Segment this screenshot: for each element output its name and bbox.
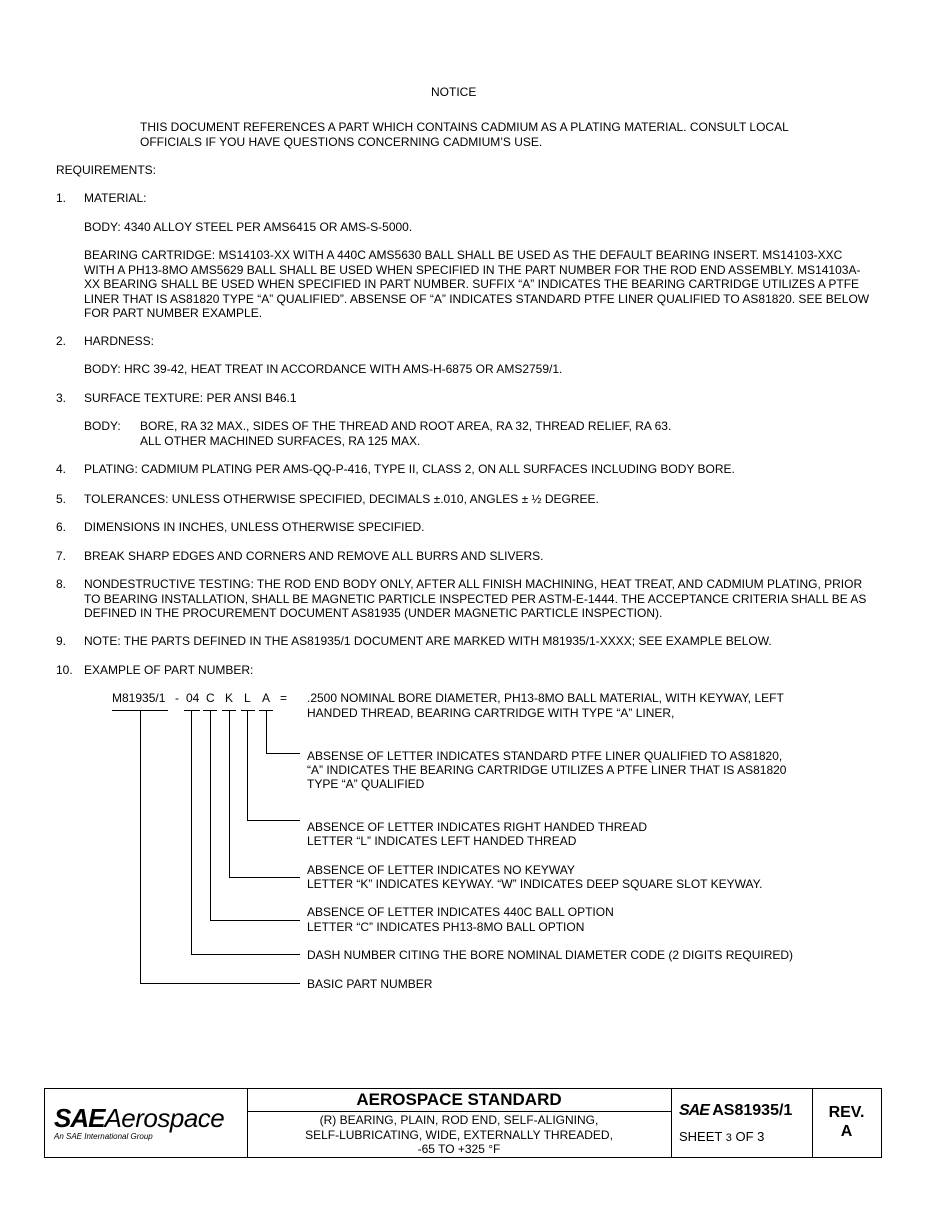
req-6-text: DIMENSIONS IN INCHES, UNLESS OTHERWISE SPECIFIED. <box>84 520 425 534</box>
logo-sae-text: SAE <box>54 1103 105 1133</box>
pn-letter-l: L <box>244 691 251 705</box>
req-6-number: 6. <box>56 520 67 534</box>
pn-l-underline <box>241 710 255 711</box>
pn-letter-c: C <box>206 691 215 705</box>
description-line-1: (R) BEARING, PLAIN, ROD END, SELF-ALIGNING, <box>319 1113 599 1127</box>
req-10-text: EXAMPLE OF PART NUMBER: <box>84 663 254 677</box>
sheet-total: OF 3 <box>735 1129 765 1144</box>
callout-base: BASIC PART NUMBER <box>307 977 433 991</box>
description-cell <box>247 1089 672 1157</box>
req-10-number: 10. <box>56 663 73 677</box>
pn-result-line-2: HANDED THREAD, BEARING CARTRIDGE WITH TYPE “A” LINER, <box>307 706 675 720</box>
title-block <box>44 1088 882 1158</box>
callout-a-line-1: ABSENSE OF LETTER INDICATES STANDARD PTFE LINER QUALIFIED TO AS81820, <box>307 749 783 763</box>
leader-a-horizontal <box>266 753 300 754</box>
req-4-number: 4. <box>56 462 67 476</box>
pn-size: 04 <box>186 691 200 705</box>
sheet-prefix: SHEET <box>679 1129 723 1144</box>
callout-l-line-1: ABSENCE OF LETTER INDICATES RIGHT HANDED THREAD <box>307 820 648 834</box>
revision-value: A <box>840 1123 853 1140</box>
req-2-title: HARDNESS: <box>84 334 155 348</box>
callout-k-line-1: ABSENCE OF LETTER INDICATES NO KEYWAY <box>307 863 575 877</box>
req-8-text: NONDESTRUCTIVE TESTING: THE ROD END BODY ONLY, AFTER ALL FINISH MACHINING, HEAT TREAT, AND CADMIUM PLATING, PRIOR TO BEARING INSTALLATION, SHALL BE MAGNETIC PARTICLE INSPECTED PER ASTM-E-1444. THE ACCEPTANCE CRITERIA SHALL BE AS DEFINED IN THE PROCUREMENT DOCUMENT AS81935 (UNDER MAGNETIC PARTICLE INSPECTION). <box>84 577 867 620</box>
req-5-text: TOLERANCES: UNLESS OTHERWISE SPECIFIED, DECIMALS ±.010, ANGLES ± ½ DEGREE. <box>84 492 599 506</box>
callout-a-line-2: “A” INDICATES THE BEARING CARTRIDGE UTILIZES A PTFE LINER THAT IS AS81820 <box>307 763 787 777</box>
req-3-line-1: BORE, RA 32 MAX., SIDES OF THE THREAD AND ROOT AREA, RA 32, THREAD RELIEF, RA 63. <box>140 419 672 433</box>
req-3-number: 3. <box>56 391 67 405</box>
notice-title: NOTICE <box>431 85 477 99</box>
notice-text: THIS DOCUMENT REFERENCES A PART WHICH CONTAINS CADMIUM AS A PLATING MATERIAL. CONSULT LOCAL OFFICIALS IF YOU HAVE QUESTIONS CONCERNING CADMIUM’S USE. <box>140 120 789 149</box>
pn-base: M81935/1 <box>112 691 166 705</box>
req-3-title: SURFACE TEXTURE: PER ANSI B46.1 <box>84 391 297 405</box>
req-9-number: 9. <box>56 634 67 648</box>
callout-k-line-2: LETTER “K” INDICATES KEYWAY. “W” INDICATES DEEP SQUARE SLOT KEYWAY. <box>307 877 763 891</box>
sheet-number: 3 <box>725 1132 732 1144</box>
callout-a-line-3: TYPE “A” QUALIFIED <box>307 777 425 791</box>
leader-k-vertical <box>229 710 230 877</box>
document-number-cell <box>671 1089 813 1157</box>
req-1-body: BODY: 4340 ALLOY STEEL PER AMS6415 OR AMS-S-5000. <box>84 220 413 234</box>
revision-cell <box>812 1089 881 1157</box>
req-2-body: BODY: HRC 39-42, HEAT TREAT IN ACCORDANCE WITH AMS-H-6875 OR AMS2759/1. <box>84 362 563 376</box>
document-number: AS81935/1 <box>712 1102 793 1119</box>
sheet-info <box>679 1129 764 1144</box>
req-1-title: MATERIAL: <box>84 191 147 205</box>
standard-description <box>247 1113 671 1157</box>
req-8-number: 8. <box>56 577 67 591</box>
logo-subtitle: An SAE International Group <box>54 1132 153 1141</box>
pn-size-underline <box>184 710 200 711</box>
leader-size-horizontal <box>191 954 300 955</box>
req-1-number: 1. <box>56 191 67 205</box>
description-line-2: SELF-LUBRICATING, WIDE, EXTERNALLY THREADED, <box>305 1127 613 1142</box>
pn-result-line-1: .2500 NOMINAL BORE DIAMETER, PH13-8MO BALL MATERIAL, WITH KEYWAY, LEFT <box>307 691 784 705</box>
callout-l-line-2: LETTER “L” INDICATES LEFT HANDED THREAD <box>307 834 577 848</box>
revision-label: REV. <box>828 1104 865 1121</box>
leader-base-vertical <box>140 710 141 983</box>
callout-c-line-2: LETTER “C” INDICATES PH13-8MO BALL OPTION <box>307 920 585 934</box>
description-line-3: -65 TO +325 °F <box>417 1142 501 1156</box>
leader-base-horizontal <box>140 983 300 984</box>
requirements-heading: REQUIREMENTS: <box>56 163 157 177</box>
req-4-text: PLATING: CADMIUM PLATING PER AMS-QQ-P-416, TYPE II, CLASS 2, ON ALL SURFACES INCLUDING BODY BORE. <box>84 462 735 476</box>
pn-letter-k: K <box>225 691 234 705</box>
req-3-line-2: ALL OTHER MACHINED SURFACES, RA 125 MAX. <box>140 434 421 448</box>
leader-k-horizontal <box>229 877 300 878</box>
req-1-cartridge: BEARING CARTRIDGE: MS14103-XX WITH A 440C AMS5630 BALL SHALL BE USED AS THE DEFAULT BEARING INSERT. MS14103-XXC WITH A PH13-8MO AMS5629 BALL SHALL BE USED WHEN SPECIFIED IN THE PART NUMBER FOR THE ROD END ASSEMBLY. MS14103A-XX BEARING SHALL BE USED WHEN SPECIFIED IN PART NUMBER. SUFFIX “A” INDICATES THE BEARING CARTRIDGE UTILIZES A PTFE LINER THAT IS AS81820 TYPE “A” QUALIFIED”. ABSENSE OF “A” INDICATES STANDARD PTFE LINER QUALIFIED TO AS81820. SEE BELOW FOR PART NUMBER EXAMPLE. <box>84 248 870 320</box>
pn-letter-a: A <box>262 691 271 705</box>
sae-mini-logo: SAE <box>679 1102 709 1119</box>
req-5-number: 5. <box>56 492 67 506</box>
leader-l-vertical <box>247 710 248 820</box>
callout-c-line-1: ABSENCE OF LETTER INDICATES 440C BALL OPTION <box>307 905 614 919</box>
leader-c-horizontal <box>210 920 300 921</box>
leader-c-vertical <box>210 710 211 920</box>
callout-size: DASH NUMBER CITING THE BORE NOMINAL DIAMETER CODE (2 DIGITS REQUIRED) <box>307 948 794 962</box>
sae-aerospace-logo <box>45 1089 248 1157</box>
req-9-text: NOTE: THE PARTS DEFINED IN THE AS81935/1 DOCUMENT ARE MARKED WITH M81935/1-XXXX; SEE EXAMPLE BELOW. <box>84 634 772 648</box>
req-3-label: BODY: <box>84 419 121 433</box>
standard-type: AEROSPACE STANDARD <box>247 1089 671 1112</box>
req-7-text: BREAK SHARP EDGES AND CORNERS AND REMOVE ALL BURRS AND SLIVERS. <box>84 549 544 563</box>
pn-equals: = <box>280 691 288 705</box>
pn-dash: - <box>175 691 179 705</box>
leader-a-vertical <box>266 710 267 753</box>
leader-l-horizontal <box>247 820 300 821</box>
req-7-number: 7. <box>56 549 67 563</box>
req-2-number: 2. <box>56 334 67 348</box>
logo-aerospace-text: Aerospace <box>104 1103 225 1133</box>
leader-size-vertical <box>191 710 192 954</box>
